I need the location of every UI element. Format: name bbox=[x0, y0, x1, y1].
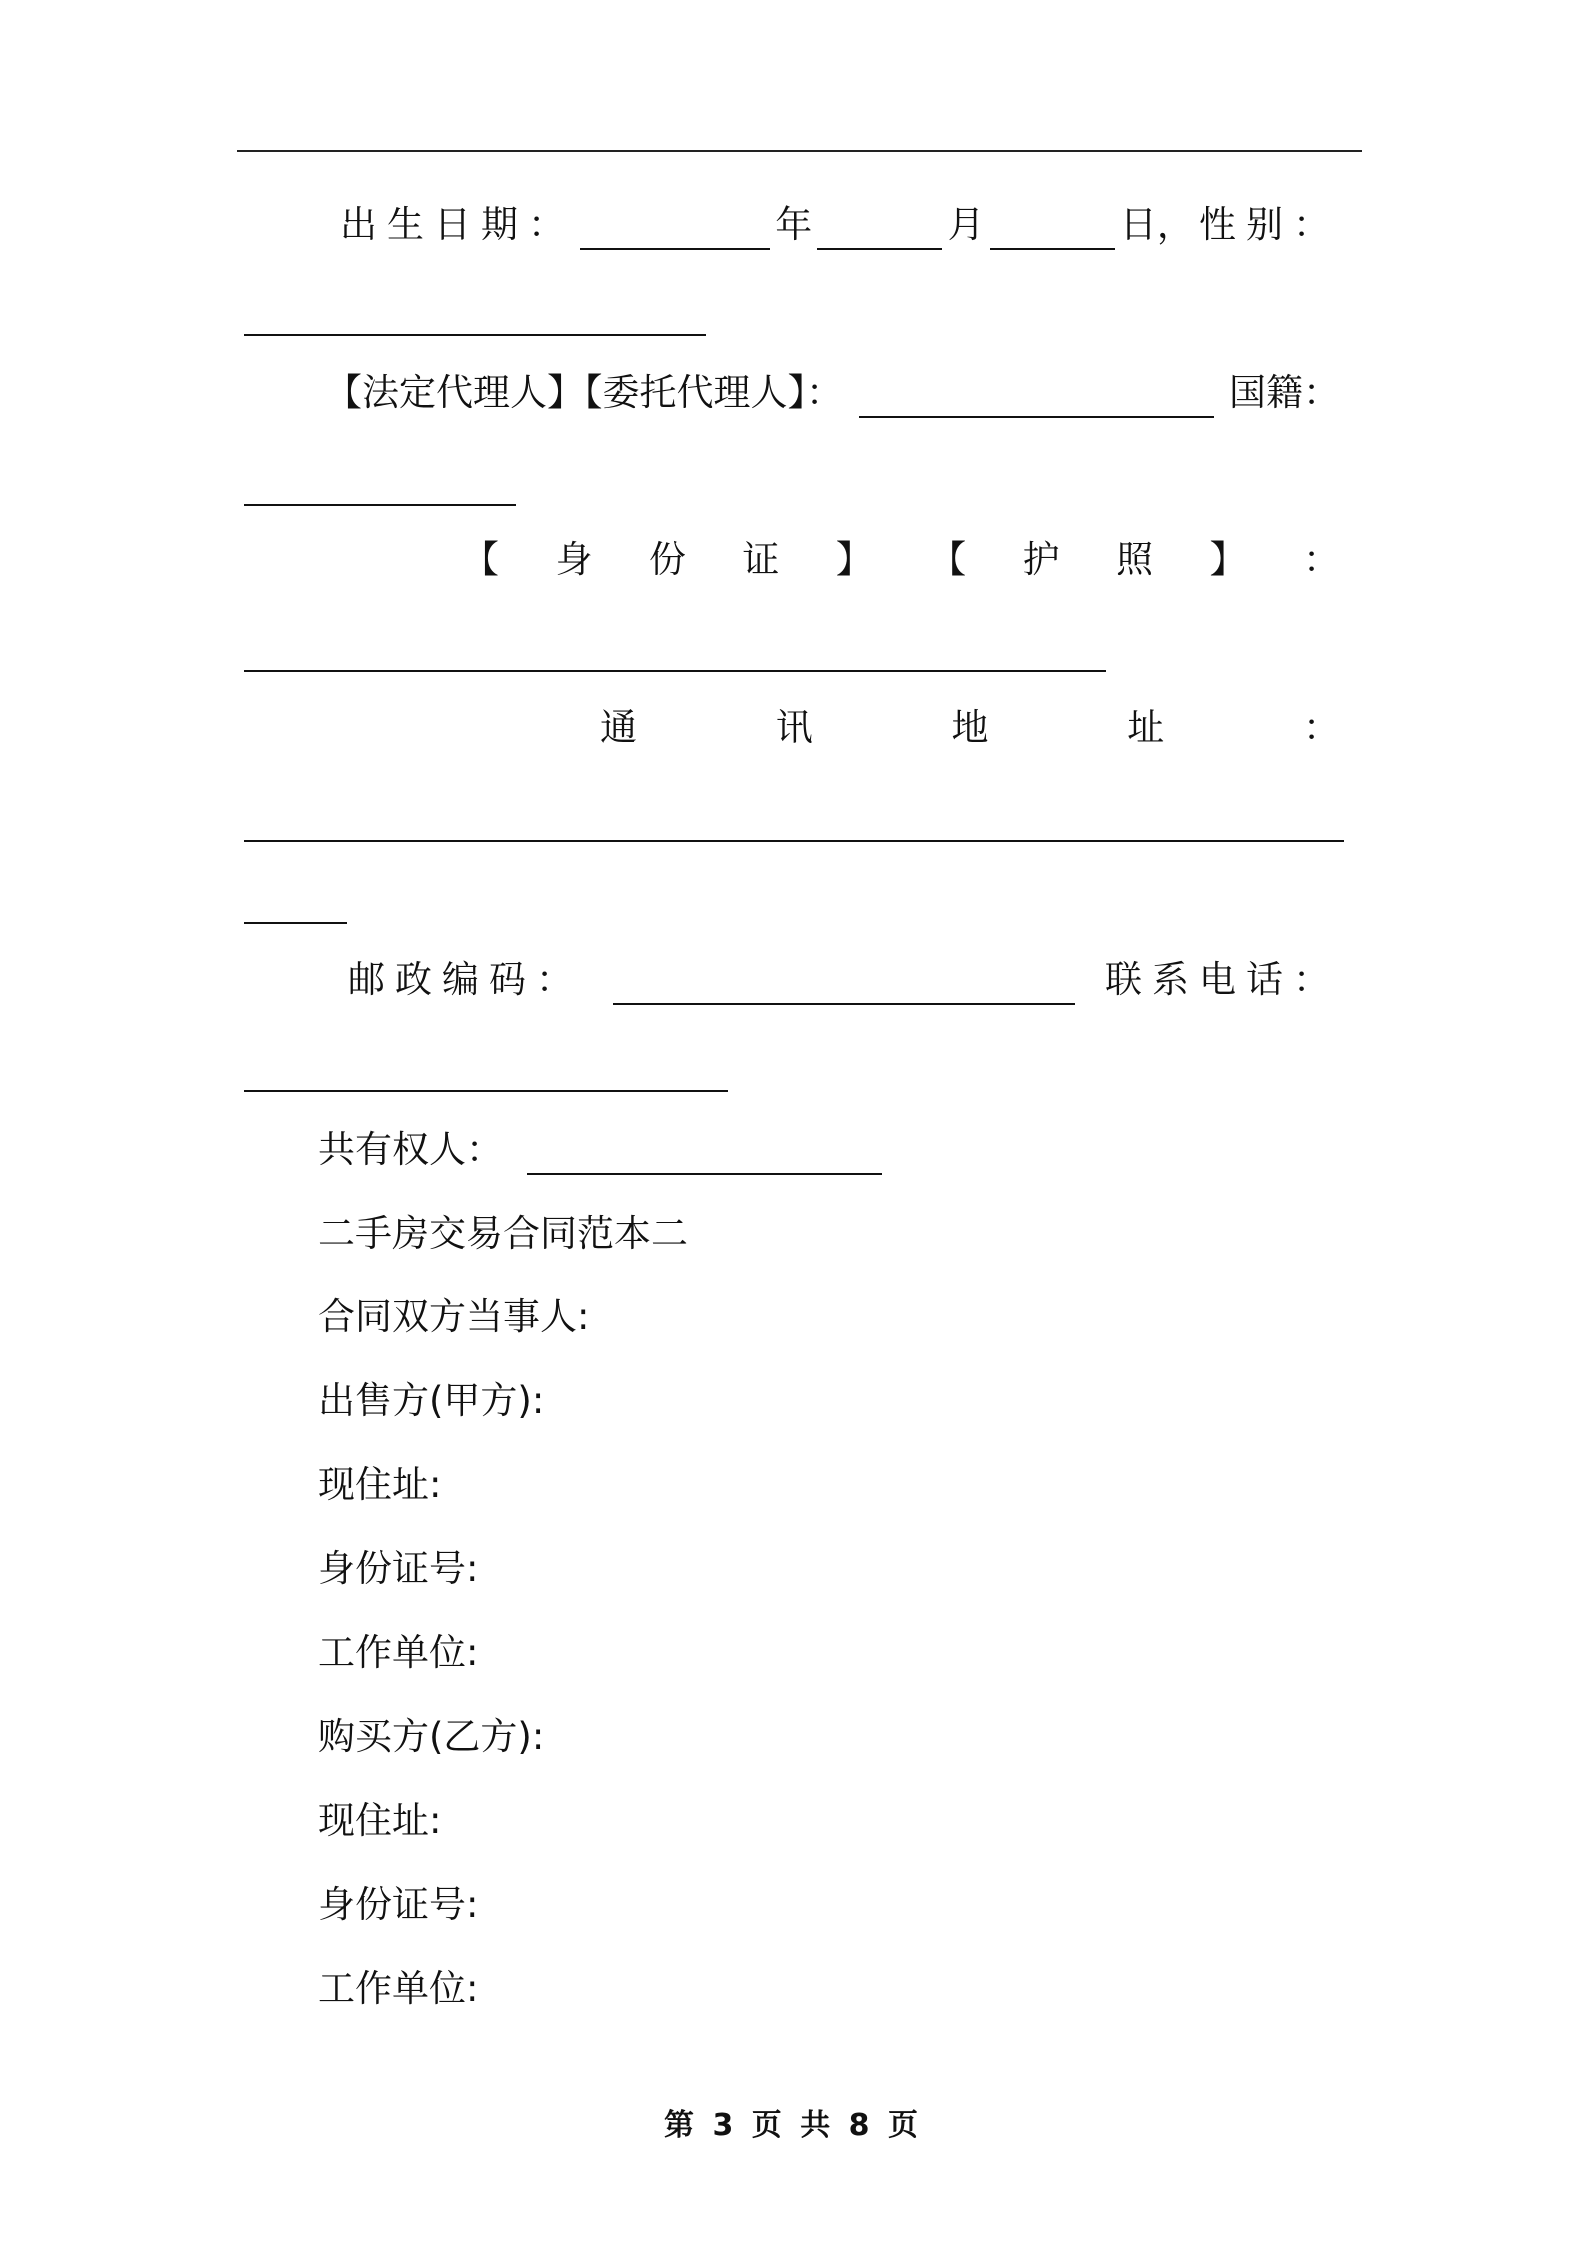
header-rule bbox=[237, 150, 1362, 152]
co-owner-line bbox=[318, 1125, 882, 1175]
agent-row bbox=[240, 368, 1340, 418]
birth-month-blank[interactable] bbox=[817, 214, 942, 250]
section-title: 二手房交易合同范本二 bbox=[318, 1212, 688, 1255]
day-label: 日， bbox=[1119, 203, 1194, 246]
seller-address-label: 现住址: bbox=[318, 1463, 442, 1506]
address-colon: ： bbox=[1303, 706, 1340, 749]
co-owner-label: 共有权人： bbox=[318, 1128, 503, 1171]
month-label: 月 bbox=[947, 203, 985, 246]
agent-blank[interactable] bbox=[859, 382, 1214, 418]
id-bracket-open-1: 【 bbox=[462, 538, 499, 581]
birth-date-row bbox=[240, 200, 1340, 250]
year-label: 年 bbox=[775, 203, 813, 246]
id-bracket-close-2: 】 bbox=[1209, 538, 1247, 581]
buyer-id-label: 身份证号: bbox=[318, 1883, 479, 1926]
birth-day-blank[interactable] bbox=[990, 214, 1115, 250]
gender-label: 性别： bbox=[1198, 203, 1340, 246]
id-bracket-open-2: 【 bbox=[929, 538, 967, 581]
postal-blank[interactable] bbox=[613, 969, 1075, 1005]
phone-blank[interactable] bbox=[244, 1088, 728, 1092]
address-blank-2[interactable] bbox=[244, 920, 347, 924]
id-colon: ： bbox=[1302, 538, 1340, 581]
id-char-5: 照 bbox=[1116, 538, 1154, 581]
id-char-2: 份 bbox=[648, 538, 686, 581]
birth-year-blank[interactable] bbox=[580, 214, 770, 250]
address-char-1: 通 bbox=[600, 706, 637, 749]
seller-label: 出售方(甲方): bbox=[318, 1379, 545, 1422]
gender-blank[interactable] bbox=[244, 332, 706, 336]
agent-label: 【法定代理人】【委托代理人】： bbox=[325, 371, 843, 414]
address-row bbox=[600, 703, 1340, 753]
buyer-work-label: 工作单位: bbox=[318, 1967, 479, 2010]
phone-label: 联系电话： bbox=[1105, 958, 1340, 1001]
id-char-4: 护 bbox=[1022, 538, 1060, 581]
seller-id-label: 身份证号: bbox=[318, 1547, 479, 1590]
nationality-blank[interactable] bbox=[244, 502, 516, 506]
id-row bbox=[462, 535, 1340, 585]
buyer-label: 购买方(乙方): bbox=[318, 1715, 545, 1758]
seller-work-label: 工作单位: bbox=[318, 1631, 479, 1674]
postal-label: 邮政编码： bbox=[348, 958, 583, 1001]
nationality-label: 国籍： bbox=[1229, 371, 1340, 414]
birth-date-label: 出生日期： bbox=[340, 203, 575, 246]
address-char-3: 地 bbox=[951, 706, 989, 749]
page-footer: 第 3 页 共 8 页 bbox=[664, 2108, 922, 2143]
buyer-address-label: 现住址: bbox=[318, 1799, 442, 1842]
id-char-3: 证 bbox=[742, 538, 780, 581]
id-bracket-close-1: 】 bbox=[835, 538, 873, 581]
co-owner-blank[interactable] bbox=[527, 1139, 882, 1175]
id-blank[interactable] bbox=[244, 668, 1106, 672]
address-char-4: 址 bbox=[1127, 706, 1165, 749]
id-char-1: 身 bbox=[555, 538, 593, 581]
address-blank-1[interactable] bbox=[244, 838, 1344, 842]
address-char-2: 讯 bbox=[775, 706, 813, 749]
postal-row bbox=[240, 955, 1340, 1005]
parties-heading: 合同双方当事人: bbox=[318, 1295, 590, 1338]
